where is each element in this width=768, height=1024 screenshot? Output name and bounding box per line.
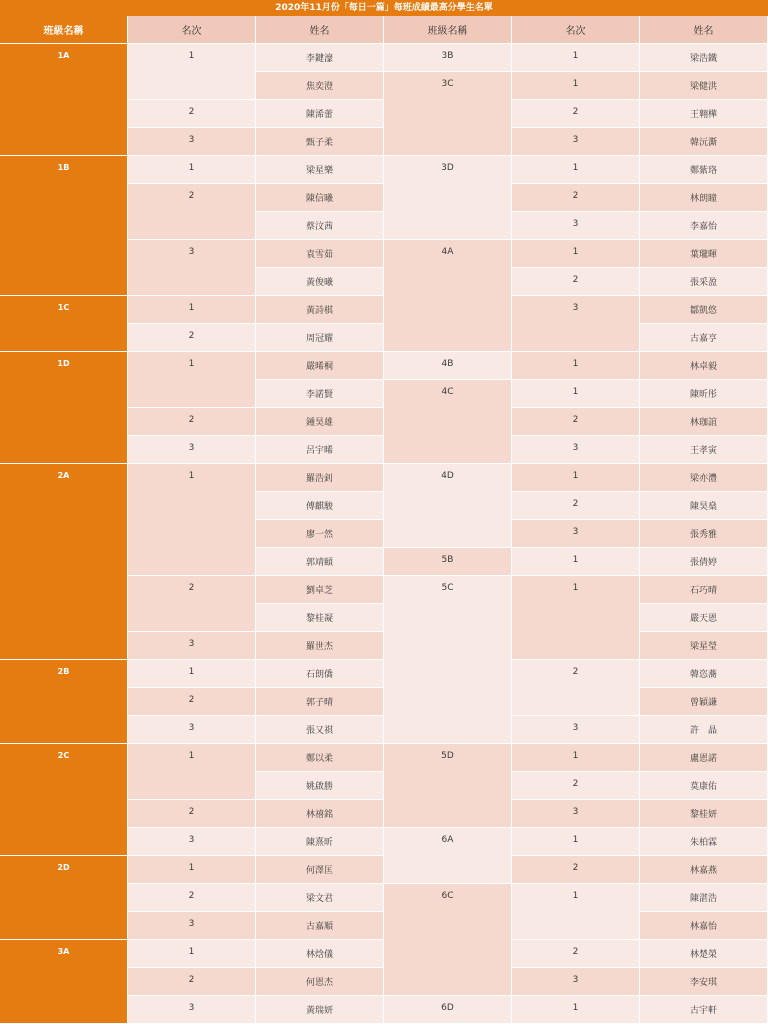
- student-name-cell: 韓恣蕎: [640, 660, 768, 688]
- rank-cell: 1: [128, 744, 256, 800]
- rank-cell: 1: [512, 576, 640, 660]
- student-name-cell: 張秀雅: [640, 520, 768, 548]
- column-header: 姓名: [256, 16, 384, 44]
- rank-cell: 2: [512, 660, 640, 716]
- rank-cell: 1: [128, 44, 256, 100]
- student-name-cell: 何恩杰: [256, 968, 384, 996]
- class-name-cell: 2A: [0, 464, 128, 660]
- class-name-cell: 3A: [0, 940, 128, 1024]
- student-name-cell: 鄭紫珞: [640, 156, 768, 184]
- student-name-cell: 李諾賢: [256, 380, 384, 408]
- rank-cell: 3: [512, 128, 640, 156]
- class-name-cell: 4D: [384, 464, 512, 548]
- student-name-cell: 古宇軒: [640, 996, 768, 1024]
- student-name-cell: 何澤匡: [256, 856, 384, 884]
- student-name-cell: 林禧銘: [256, 800, 384, 828]
- student-name-cell: 張又祺: [256, 716, 384, 744]
- rank-cell: 2: [512, 492, 640, 520]
- class-name-cell: 6C: [384, 884, 512, 996]
- class-name-cell: 2D: [0, 856, 128, 940]
- student-name-cell: 陳浠蕾: [256, 100, 384, 128]
- rank-cell: 3: [128, 632, 256, 660]
- class-name-cell: 3C: [384, 72, 512, 156]
- student-name-cell: 黎桂凝: [256, 604, 384, 632]
- page-title: 2020年11月份「每日一篇」每班成績最高分學生名單: [0, 0, 768, 16]
- student-name-cell: 嚴晞桐: [256, 352, 384, 380]
- rank-cell: 1: [128, 296, 256, 324]
- student-name-cell: 古嘉亨: [640, 324, 768, 352]
- rank-cell: 1: [128, 660, 256, 688]
- student-name-cell: 呂宇晞: [256, 436, 384, 464]
- rank-cell: 2: [128, 688, 256, 716]
- rank-cell: 2: [128, 800, 256, 828]
- column-header: 名次: [128, 16, 256, 44]
- student-name-cell: 袁雪茹: [256, 240, 384, 268]
- student-name-cell: 石朗僑: [256, 660, 384, 688]
- rank-cell: 1: [512, 156, 640, 184]
- student-name-cell: 朱柏霖: [640, 828, 768, 856]
- student-name-cell: 林楚榮: [640, 940, 768, 968]
- rank-cell: 1: [512, 464, 640, 492]
- student-name-cell: 林卓毅: [640, 352, 768, 380]
- rank-cell: 3: [128, 716, 256, 744]
- student-name-cell: 曾穎謙: [640, 688, 768, 716]
- student-name-cell: 陳信曦: [256, 184, 384, 212]
- student-name-cell: 焦奕澄: [256, 72, 384, 100]
- rank-cell: 1: [128, 856, 256, 884]
- class-name-cell: 1C: [0, 296, 128, 352]
- student-name-cell: 韓沅澌: [640, 128, 768, 156]
- student-name-cell: 黃俊曦: [256, 268, 384, 296]
- class-name-cell: 1B: [0, 156, 128, 296]
- rank-cell: 1: [512, 240, 640, 268]
- rank-cell: 1: [512, 828, 640, 856]
- student-name-cell: 傅麒駿: [256, 492, 384, 520]
- student-name-cell: 陳昕彤: [640, 380, 768, 408]
- column-header: 名次: [512, 16, 640, 44]
- class-name-cell: 2B: [0, 660, 128, 744]
- student-name-cell: 王翱樺: [640, 100, 768, 128]
- student-name-cell: 黃詩棋: [256, 296, 384, 324]
- student-name-cell: 梁浩鐵: [640, 44, 768, 72]
- student-name-cell: 張倩婷: [640, 548, 768, 576]
- rank-cell: 3: [512, 800, 640, 828]
- student-name-cell: 周冠耀: [256, 324, 384, 352]
- rank-cell: 2: [512, 268, 640, 296]
- rank-cell: 2: [512, 772, 640, 800]
- class-name-cell: 6D: [384, 996, 512, 1024]
- student-name-cell: 林嘉燕: [640, 856, 768, 884]
- results-table: [0, 16, 768, 1024]
- rank-cell: 3: [512, 716, 640, 744]
- rank-cell: 2: [128, 100, 256, 128]
- student-name-cell: 鍾昊雄: [256, 408, 384, 436]
- student-name-cell: 姚啟勝: [256, 772, 384, 800]
- rank-cell: 1: [128, 352, 256, 408]
- rank-cell: 2: [128, 576, 256, 632]
- student-name-cell: 李安琪: [640, 968, 768, 996]
- student-name-cell: 鄭以柔: [256, 744, 384, 772]
- student-name-cell: 石巧晴: [640, 576, 768, 604]
- class-name-cell: 5B: [384, 548, 512, 576]
- rank-cell: 2: [512, 940, 640, 968]
- student-name-cell: 張采盈: [640, 268, 768, 296]
- rank-cell: 3: [128, 996, 256, 1024]
- student-name-cell: 羅世杰: [256, 632, 384, 660]
- rank-cell: 2: [128, 184, 256, 240]
- class-name-cell: 3B: [384, 44, 512, 72]
- student-name-cell: 葉瓏暉: [640, 240, 768, 268]
- student-name-cell: 陳湛浩: [640, 884, 768, 912]
- rank-cell: 2: [512, 408, 640, 436]
- rank-cell: 3: [512, 520, 640, 548]
- student-name-cell: 王孝寅: [640, 436, 768, 464]
- rank-cell: 1: [512, 884, 640, 940]
- student-name-cell: 莫康佑: [640, 772, 768, 800]
- student-name-cell: 甄子柔: [256, 128, 384, 156]
- rank-cell: 1: [512, 380, 640, 408]
- column-header: 班級名稱: [384, 16, 512, 44]
- student-name-cell: 梁文君: [256, 884, 384, 912]
- rank-cell: 3: [512, 212, 640, 240]
- rank-cell: 2: [128, 968, 256, 996]
- class-name-cell: 5C: [384, 576, 512, 744]
- student-name-cell: 林珈誼: [640, 408, 768, 436]
- column-header: 班級名稱: [0, 16, 128, 44]
- rank-cell: 1: [512, 72, 640, 100]
- student-name-cell: 梁星瑩: [640, 632, 768, 660]
- rank-cell: 1: [512, 548, 640, 576]
- class-name-cell: 3D: [384, 156, 512, 240]
- rank-cell: 3: [128, 436, 256, 464]
- class-name-cell: 4C: [384, 380, 512, 464]
- class-name-cell: 1A: [0, 44, 128, 156]
- rank-cell: 2: [128, 408, 256, 436]
- student-name-cell: 羅浩釗: [256, 464, 384, 492]
- rank-cell: 1: [512, 352, 640, 380]
- rank-cell: 3: [512, 436, 640, 464]
- rank-cell: 3: [128, 828, 256, 856]
- student-name-cell: 陳熹昕: [256, 828, 384, 856]
- rank-cell: 3: [128, 128, 256, 156]
- rank-cell: 3: [512, 968, 640, 996]
- student-name-cell: 黎桂妍: [640, 800, 768, 828]
- rank-cell: 1: [512, 44, 640, 72]
- class-name-cell: 1D: [0, 352, 128, 464]
- rank-cell: 1: [512, 996, 640, 1024]
- student-name-cell: 林焓儀: [256, 940, 384, 968]
- class-name-cell: 2C: [0, 744, 128, 856]
- rank-cell: 2: [512, 856, 640, 884]
- student-name-cell: 李鍵濠: [256, 44, 384, 72]
- student-name-cell: 鄒凱悠: [640, 296, 768, 324]
- class-name-cell: 4B: [384, 352, 512, 380]
- rank-cell: 3: [128, 912, 256, 940]
- student-name-cell: 盧恩諾: [640, 744, 768, 772]
- rank-cell: 2: [128, 324, 256, 352]
- student-name-cell: 劉卓芝: [256, 576, 384, 604]
- rank-cell: 1: [128, 464, 256, 576]
- student-name-cell: 郭子晴: [256, 688, 384, 716]
- rank-cell: 2: [128, 884, 256, 912]
- rank-cell: 2: [512, 100, 640, 128]
- student-name-cell: 黃瑞妍: [256, 996, 384, 1024]
- student-name-cell: 林朗瞳: [640, 184, 768, 212]
- rank-cell: 3: [512, 296, 640, 352]
- student-name-cell: 梁健洪: [640, 72, 768, 100]
- student-name-cell: 許 晶: [640, 716, 768, 744]
- student-name-cell: 陳昊燊: [640, 492, 768, 520]
- student-name-cell: 郭靖頤: [256, 548, 384, 576]
- rank-cell: 1: [128, 156, 256, 184]
- student-name-cell: 梁亦灃: [640, 464, 768, 492]
- class-name-cell: 6A: [384, 828, 512, 884]
- student-name-cell: 蔡汶茜: [256, 212, 384, 240]
- class-name-cell: 5D: [384, 744, 512, 828]
- rank-cell: 1: [128, 940, 256, 968]
- student-name-cell: 廖一然: [256, 520, 384, 548]
- rank-cell: 3: [128, 240, 256, 296]
- rank-cell: 1: [512, 744, 640, 772]
- student-name-cell: 李嘉怡: [640, 212, 768, 240]
- student-name-cell: 古嘉順: [256, 912, 384, 940]
- student-name-cell: 林嘉怡: [640, 912, 768, 940]
- class-name-cell: 4A: [384, 240, 512, 352]
- student-name-cell: 嚴天恩: [640, 604, 768, 632]
- column-header: 姓名: [640, 16, 768, 44]
- student-name-cell: 梁星樂: [256, 156, 384, 184]
- rank-cell: 2: [512, 184, 640, 212]
